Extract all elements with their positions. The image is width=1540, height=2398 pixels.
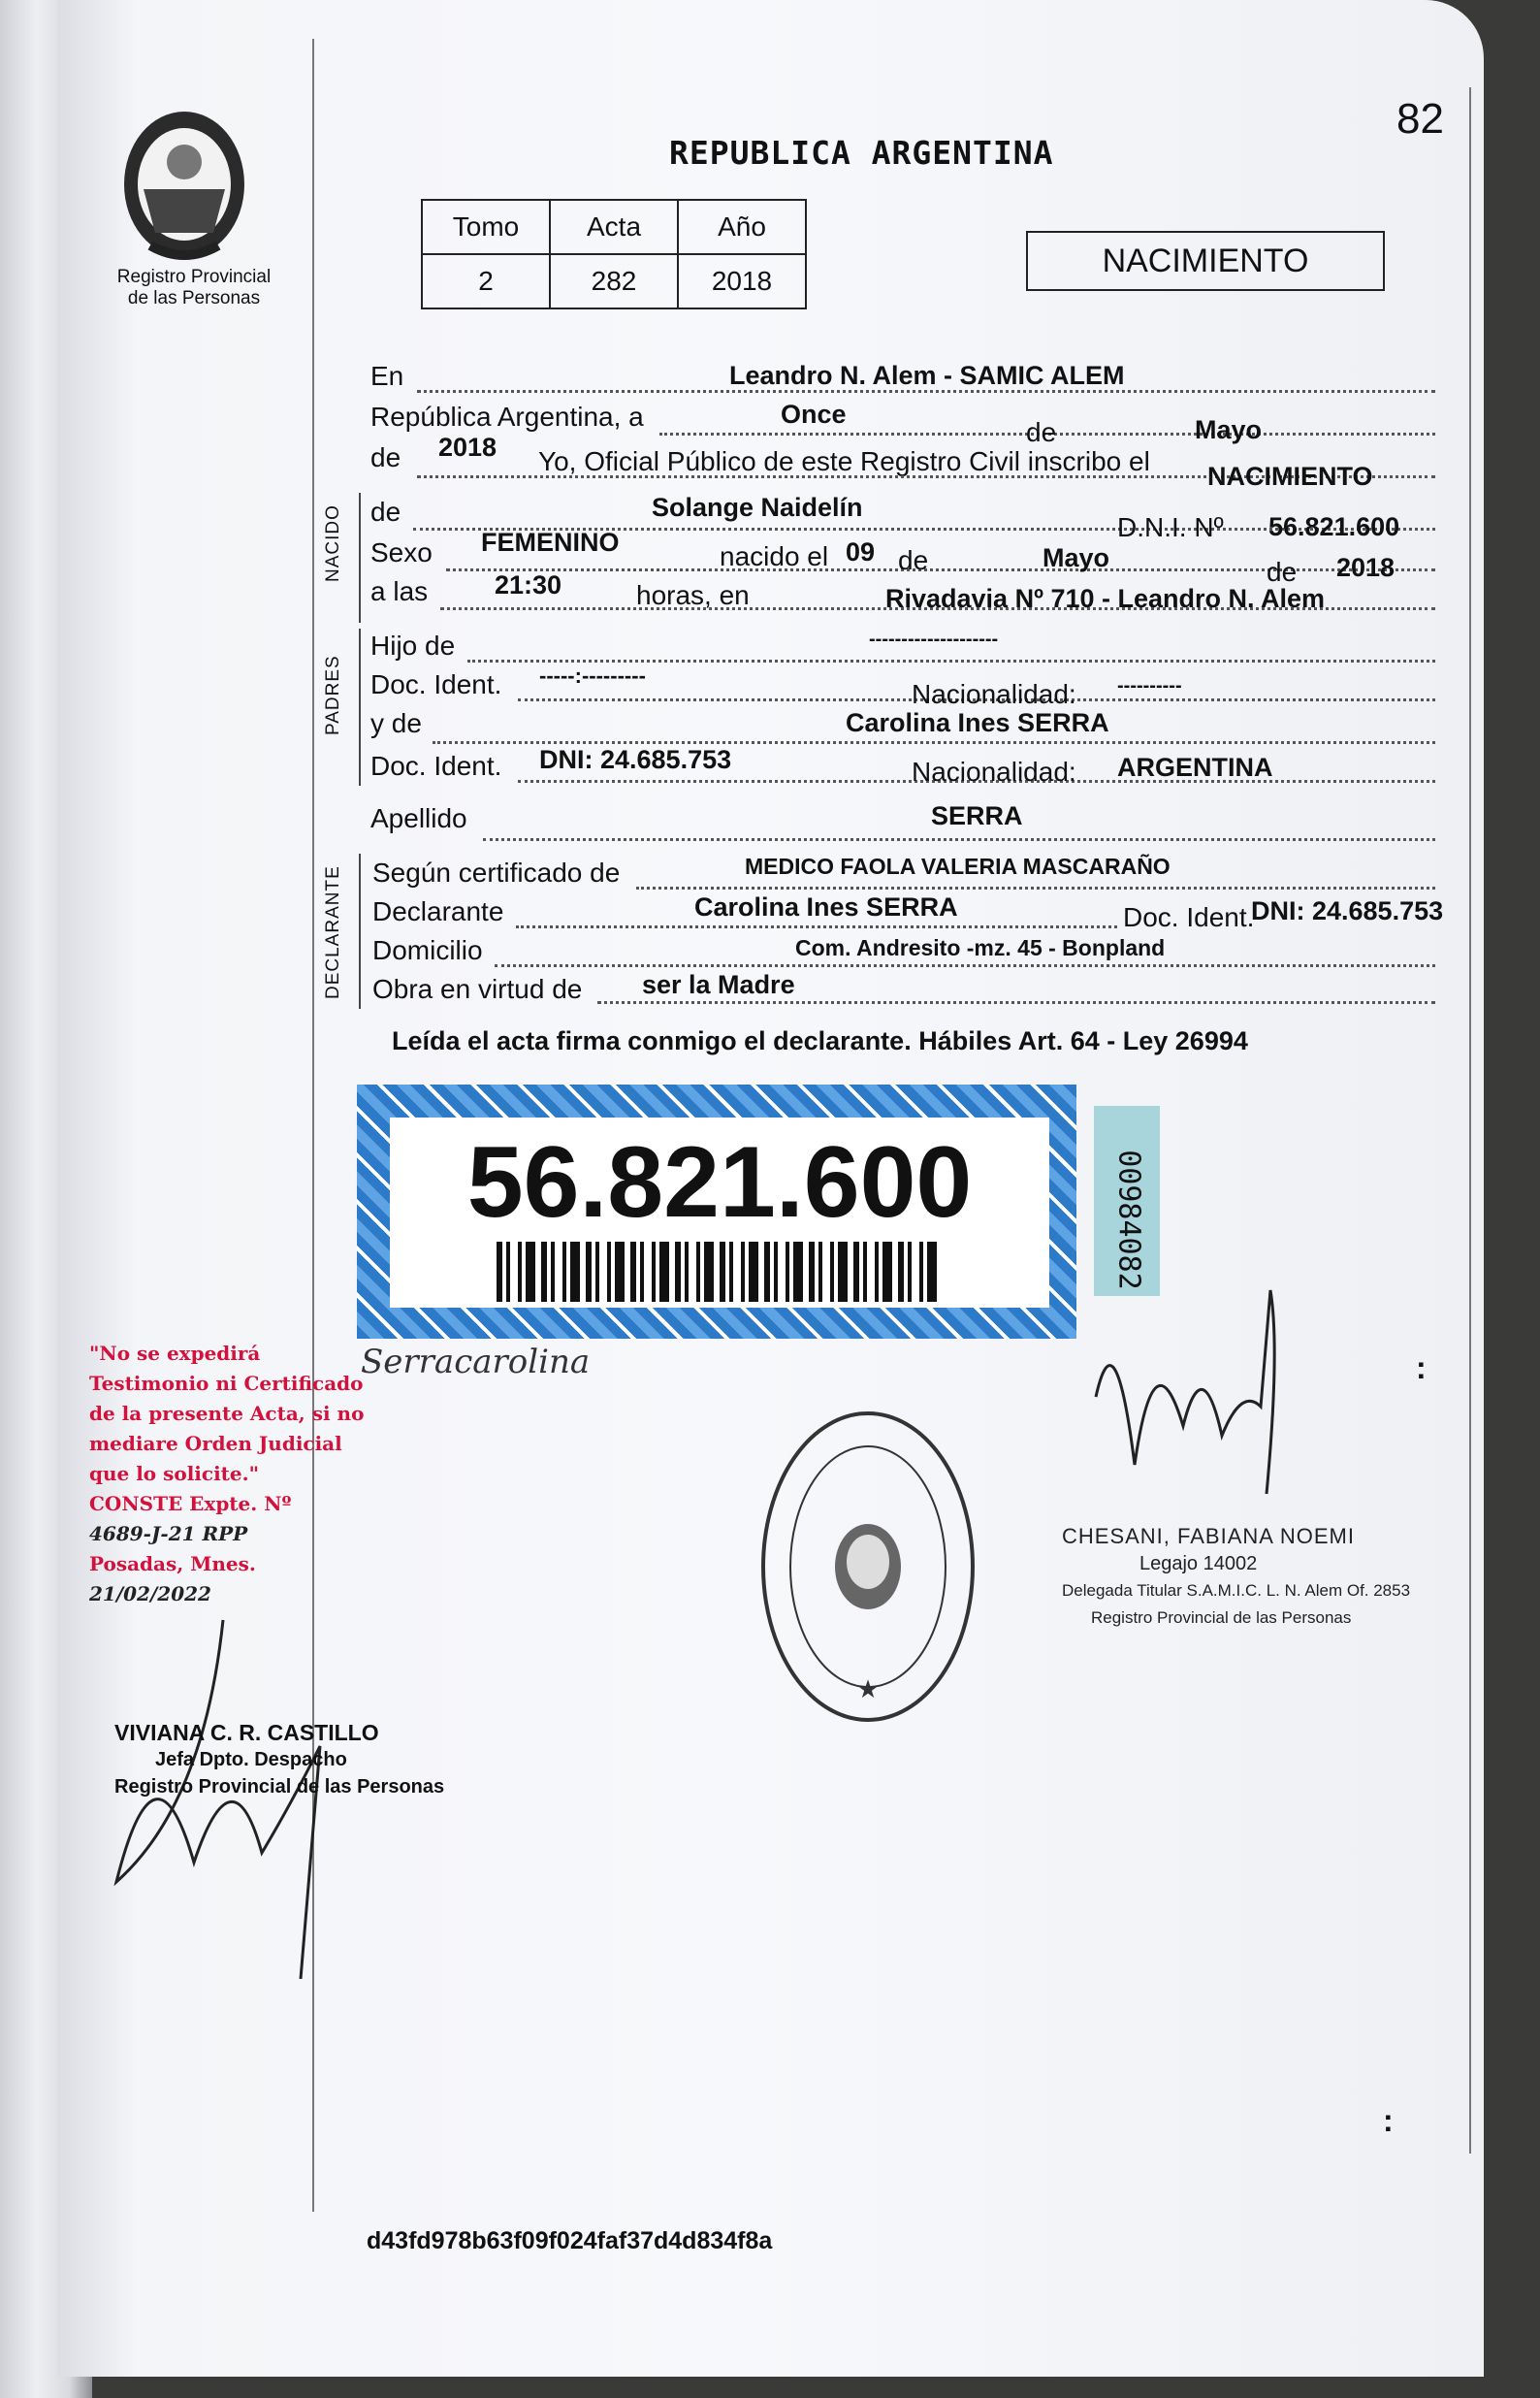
day-value: Once (781, 400, 847, 429)
red-stamp-line: mediare Orden Judicial (89, 1432, 342, 1455)
dotted-line (483, 838, 1435, 841)
label-horas-en: horas, en (636, 580, 750, 610)
dotted-line (597, 1001, 1435, 1004)
serial-tag (1094, 1106, 1160, 1296)
label-hijo-de: Hijo de (370, 631, 456, 661)
closing-text: Leída el acta firma conmigo el declarante. Hábiles Art. 64 - Ley 26994 (392, 1026, 1248, 1055)
declarant-signature: Serracarolina (361, 1343, 591, 1381)
right-margin-line (1469, 87, 1471, 2154)
child-dni: 56.821.600 (1268, 512, 1400, 541)
label-en: En (370, 361, 404, 391)
surname-value: SERRA (931, 801, 1023, 830)
nacido-section-label: NACIDO (323, 504, 343, 582)
birth-month: Mayo (1043, 543, 1110, 572)
label-doc-father: Doc. Ident. (370, 669, 502, 699)
document-hash: d43fd978b63f09f024faf37d4d834f8a (367, 2227, 773, 2254)
official-signature-icon (1076, 1271, 1299, 1513)
red-stamp-line: Posadas, Mnes. (89, 1552, 256, 1575)
red-stamp-line: CONSTE Expte. Nº (89, 1492, 292, 1515)
label-doc-declarant: Doc. Ident. (1123, 902, 1255, 932)
officer-text: Yo, Oficial Público de este Registro Civil inscribo el (538, 446, 1150, 476)
father-nationality: ---------- (1117, 675, 1182, 697)
label-doc-mother: Doc. Ident. (370, 751, 502, 781)
svg-text:★: ★ (856, 1674, 880, 1703)
label-de-birth-year: de (1267, 557, 1298, 587)
dotted-line (495, 964, 1435, 967)
official-block (1062, 1523, 1411, 1632)
birth-place: Rivadavia Nº 710 - Leandro N. Alem (885, 584, 1326, 613)
label-declarante: Declarante (372, 896, 504, 926)
birth-year: 2018 (1336, 553, 1396, 582)
label-de-birth-month: de (898, 545, 929, 575)
padres-section-label: PADRES (323, 655, 343, 735)
barcode-icon (497, 1242, 943, 1302)
sticker-dni-number: 56.821.600 (466, 1126, 973, 1239)
serial-number: 00984082 (1111, 1150, 1146, 1290)
nacido-bracket (359, 493, 361, 623)
certifier-block (114, 1719, 444, 1800)
padres-bracket (359, 629, 361, 786)
label-y-de: y de (370, 708, 422, 738)
agency-line-1: Registro Provincial (116, 267, 272, 287)
dni-sticker (357, 1085, 1076, 1339)
dotted-line (636, 887, 1435, 890)
certifier-role: Jefa Dpto. Despacho (155, 1749, 347, 1770)
year-value: 2018 (438, 433, 497, 462)
dotted-line (467, 660, 1435, 663)
child-name: Solange Naidelín (652, 493, 863, 522)
label-nacionalidad-mother: Nacionalidad: (912, 757, 1076, 787)
record-type-box: NACIMIENTO (1026, 231, 1385, 291)
red-legal-stamp (89, 1339, 370, 1609)
label-dni: D.N.I. Nº (1117, 512, 1224, 542)
red-stamp-line: 4689-J-21 RPP (89, 1522, 248, 1545)
certificate-value: MEDICO FAOLA VALERIA MASCARAÑO (745, 854, 1171, 879)
declarante-bracket (359, 854, 361, 1009)
red-stamp-line: 21/02/2022 (89, 1582, 211, 1605)
label-de-month: de (1026, 417, 1057, 447)
provincial-seal-icon (116, 102, 252, 267)
margin-mark: : (1416, 1350, 1427, 1385)
tomo-label: Tomo (422, 200, 550, 254)
label-obra: Obra en virtud de (372, 974, 583, 1004)
declarante-section-label: DECLARANTE (323, 865, 343, 999)
red-stamp-line: de la presente Acta, si no (89, 1402, 365, 1425)
margin-mark: : (1383, 2103, 1394, 2138)
page-title: REPUBLICA ARGENTINA (669, 134, 1054, 172)
official-legajo: Legajo 14002 (1139, 1553, 1258, 1574)
red-stamp-line: "No se expedirá (89, 1342, 261, 1365)
red-stamp-line: que lo solicite." (89, 1462, 260, 1485)
official-role: Delegada Titular S.A.M.I.C. L. N. Alem Of. 2853 (1062, 1581, 1411, 1600)
sex-value: FEMENINO (481, 528, 620, 557)
month-value: Mayo (1195, 415, 1263, 444)
dotted-line (516, 925, 1117, 928)
label-de-name: de (370, 497, 401, 527)
dni-sticker-label (390, 1118, 1049, 1308)
acta-label: Acta (550, 200, 678, 254)
label-apellido: Apellido (370, 803, 467, 833)
address-value: Com. Andresito -mz. 45 - Bonpland (795, 935, 1166, 960)
place-value: Leandro N. Alem - SAMIC ALEM (729, 361, 1125, 390)
official-name: CHESANI, FABIANA NOEMI (1062, 1524, 1355, 1548)
father-doc: -----:--------- (539, 664, 646, 688)
label-certificado: Según certificado de (372, 858, 621, 888)
birth-time: 21:30 (495, 570, 562, 600)
father-name: -------------------- (869, 629, 999, 650)
page-number: 82 (1396, 95, 1444, 143)
label-domicilio: Domicilio (372, 935, 483, 965)
anio-value: 2018 (678, 254, 806, 308)
label-de-year: de (370, 442, 401, 472)
mother-doc: DNI: 24.685.753 (539, 745, 732, 774)
label-nacido-el: nacido el (720, 541, 829, 571)
label-a-las: a las (370, 576, 429, 606)
label-sexo: Sexo (370, 537, 433, 567)
declarant-name: Carolina Ines SERRA (694, 892, 958, 922)
agency-line-2: de las Personas (127, 288, 261, 308)
acta-value: 282 (550, 254, 678, 308)
declarant-doc: DNI: 24.685.753 (1251, 896, 1444, 925)
tomo-value: 2 (422, 254, 550, 308)
agency-name (107, 267, 281, 309)
red-stamp-line: Testimonio ni Certificado (89, 1372, 364, 1395)
anio-label: Año (678, 200, 806, 254)
certifier-registry: Registro Provincial de las Personas (114, 1776, 445, 1798)
label-nacionalidad-father: Nacionalidad: (912, 679, 1076, 709)
capacity-value: ser la Madre (642, 970, 795, 999)
label-republic: República Argentina, a (370, 402, 644, 432)
registry-round-stamp-icon (756, 1407, 979, 1727)
dotted-line (433, 741, 1435, 744)
mother-name: Carolina Ines SERRA (846, 708, 1109, 737)
inscription-value: NACIMIENTO (1207, 462, 1373, 491)
record-id-table (421, 199, 807, 309)
certifier-name: VIVIANA C. R. CASTILLO (114, 1720, 379, 1745)
official-registry: Registro Provincial de las Personas (1091, 1608, 1352, 1627)
mother-nationality: ARGENTINA (1117, 753, 1273, 782)
birth-day: 09 (846, 537, 876, 567)
